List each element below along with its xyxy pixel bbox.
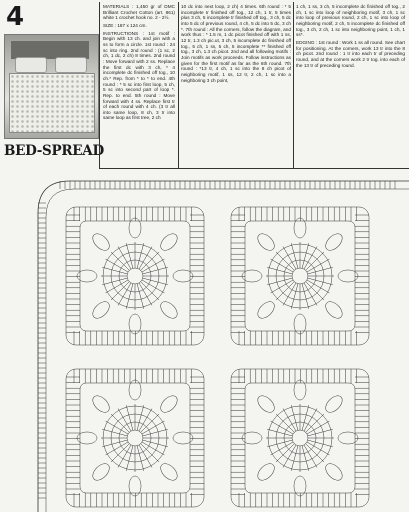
instructions-column-1 (103, 4, 175, 123)
crochet-chart (30, 173, 409, 512)
size-paragraph: SIZE : 187 x 124 cm. (103, 22, 147, 28)
instructions-continued: 10 dc into next loop, 2 ch) 4 times. 6th round : * 5 incomplete tr finished off tog., 12 ch, 1 tr, 5 times plus 3 ch, 5 incomplete tr finished off tog., 3 ch, 5 dc into 5 dc of previous round, 4 ch, 5 dc into 5 dc, 3 ch *. 7th round : All the corners, follow the diagram, and work thus : * 1.5 m, 1 dc picot finished off with 1 ss, 12 tr, 1.3 ch pic.ut, 3 ch, 5 incomplete dc finished off tog., 5 ch, 1 ss, 5 ch, 5 incomplete ** finished off tog., 3 ch, 1.3 ch picot. 2nd and all following motifs : Join motifs as work proceeds. Follow instructions as given for the first motif as far as the 6th round. 7th round : *13 tr, 4 ch, 1 sc into the 8 ch picot of neighboring motif, 1 ss, 12 tr, 2 ch, 1 sc into a neighboring 3 ch point, (181, 4, 291, 83)
text-baseline-rule (99, 168, 409, 169)
instructions-column-3 (296, 4, 405, 70)
materials-paragraph: MATERIALS : 1,450 gr of DMC Brilliant Crochet Cotton (art. 861) white 1 crochet hook no. 2 - 2½. (103, 4, 175, 21)
instructions-column-2 (181, 4, 291, 85)
column-divider (293, 2, 294, 168)
bedspread-photo (4, 34, 99, 139)
instructions-paragraph: INSTRUCTIONS : 1st motif : Begin with 13 ch. and join with a ss to form a circle. 1st round : 24 sc into ring. 2nd round : (1 sc, 2 ch, 1 dc, 2 ch) 8 times. 2nd round : Move forward with 2 ss. Replace the first dc with 3 ch, * 4 incomplete dc finished off tog., 10 ch.* Rep. from * to * to end. 4th round : * 5 sc into first loop, 5 ch, 5 sc into second part of loop *. Rep. to end. 5th round : Move forward with 4 ss. Replace first tr of each round with 4 ch. (3 tr all into same loop, 8 ch, 3 tr into same loop as first tree, 2 ch (103, 30, 175, 121)
instructions-continued: 1 ch, 1 ss, 3 ch, 5 incomplete dc finished off tog., 2 ch, 1 sc into loop of neighboring motif, 3 ch, 1 sc into loop of previous round, 2 ch, 1 sc into loop of neighboring motif, 2 ch, 5 incomplete dc finished off tog., 3 ch, 2 ch, 1 sc into neighboring point, 1 ch, 1 ss*. (296, 4, 405, 38)
column-divider (178, 2, 179, 168)
edging-paragraph: EDGING : 1st round : Work 1 ss all round. See chart for positioning. At the corners, work 13 tr into the 8 ch picot. 2nd round : 1 tr into each tr of preceding round, and at the corners work 2 tr tog. into each of the 13 tr of preceding round. (296, 39, 405, 68)
pattern-title: BED-SPREAD (4, 143, 104, 159)
column-divider (99, 2, 100, 168)
page-number: 4 (6, 2, 25, 32)
